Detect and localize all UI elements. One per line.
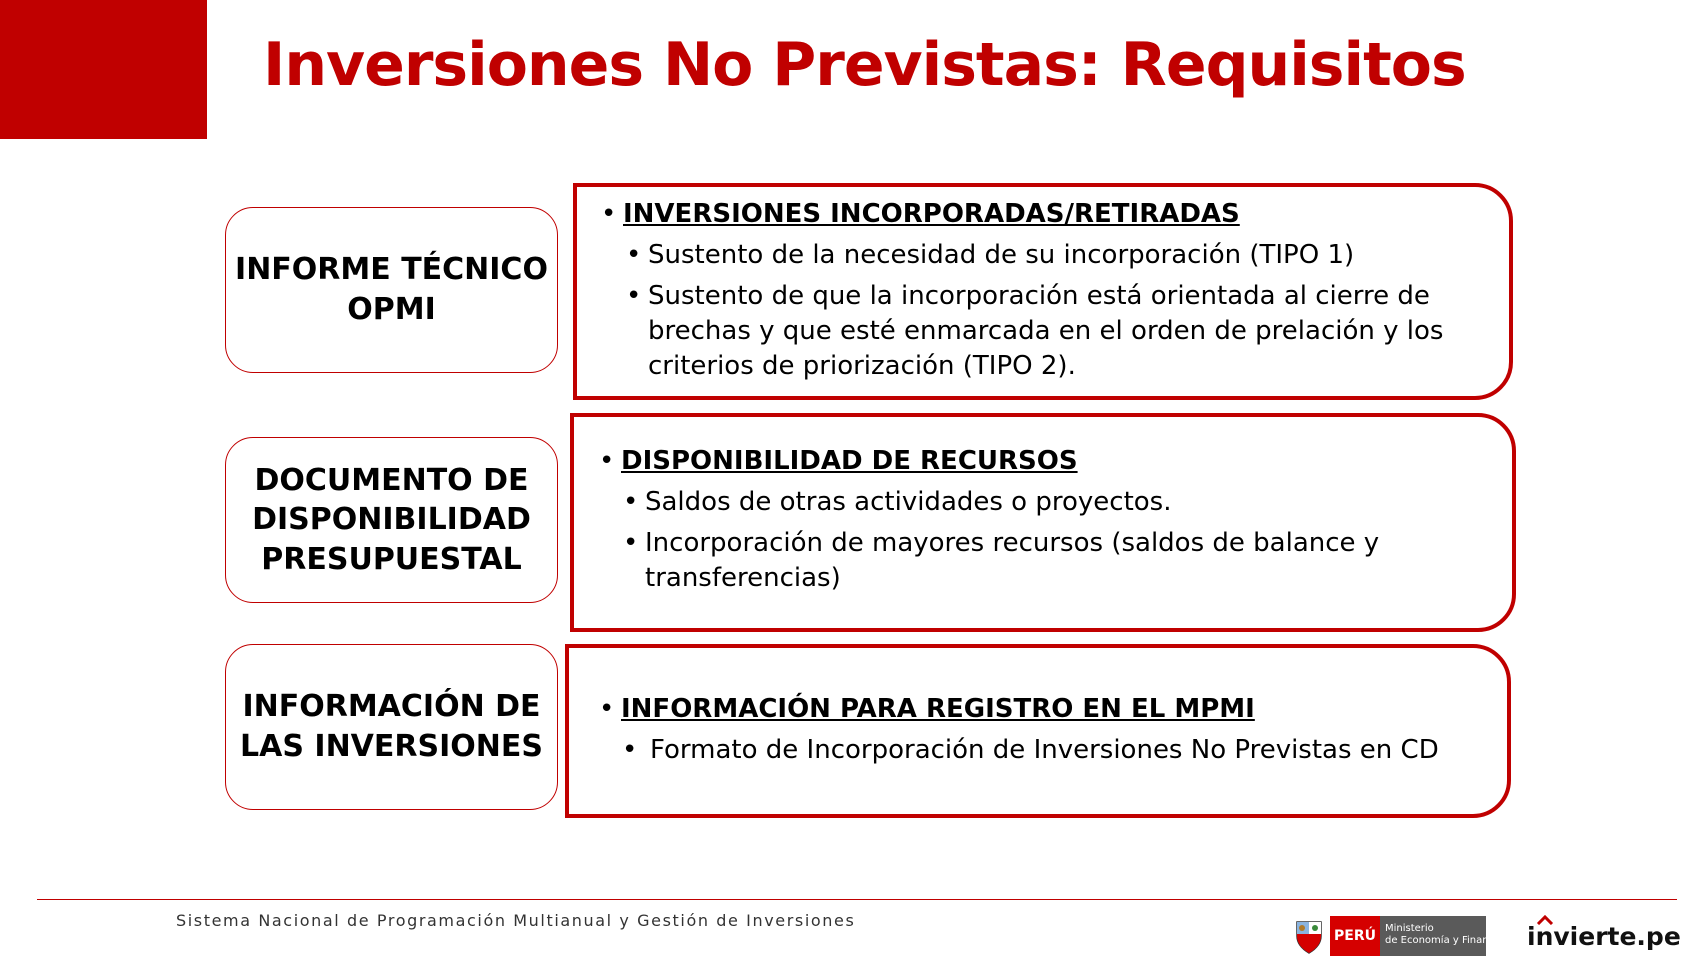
- item-line: Saldos de otras actividades o proyectos.: [645, 487, 1172, 517]
- label-line: DISPONIBILIDAD: [252, 502, 531, 538]
- list-item: [626, 279, 1443, 384]
- label-line: PRESUPUESTAL: [261, 541, 522, 577]
- label-line: LAS INVERSIONES: [240, 729, 543, 764]
- item-line: Incorporación de mayores recursos (saldos de balance y: [645, 528, 1380, 558]
- label-box-documento-disponibilidad: [225, 437, 558, 603]
- bullet: •: [626, 281, 642, 311]
- label-box-informe-tecnico: [225, 207, 558, 373]
- bullet: •: [623, 528, 639, 558]
- list-item: [626, 238, 1354, 273]
- ministry-name: [1380, 916, 1506, 956]
- list-item: [623, 485, 1171, 520]
- corner-accent-block: [0, 0, 207, 139]
- label-box-informacion-inversiones: [225, 644, 558, 810]
- invierte-logo: invierte.pe: [1527, 922, 1681, 951]
- heading-text: INVERSIONES INCORPORADAS/RETIRADAS: [623, 199, 1240, 229]
- slide-title: Inversiones No Previstas: Requisitos: [263, 30, 1466, 100]
- list-item: [623, 526, 1379, 596]
- heading-item: [599, 692, 1255, 727]
- bullet: •: [622, 735, 638, 765]
- heading-item: [601, 197, 1240, 232]
- heading-text: INFORMACIÓN PARA REGISTRO EN EL MPMI: [621, 694, 1255, 724]
- bullet: •: [601, 199, 617, 229]
- bullet: •: [599, 446, 615, 476]
- heading-text: DISPONIBILIDAD DE RECURSOS: [621, 446, 1078, 476]
- label-line: OPMI: [347, 292, 436, 327]
- item-line: Sustento de que la incorporación está orientada al cierre de: [648, 281, 1430, 311]
- ministry-line: de Economía y Finanzas: [1384, 935, 1506, 946]
- item-line: criterios de priorización (TIPO 2).: [648, 351, 1076, 381]
- coat-of-arms-icon: [1294, 918, 1324, 954]
- item-line: brechas y que esté enmarcada en el orden de prelación y los: [648, 316, 1444, 346]
- footer-divider: [37, 899, 1677, 900]
- item-line: Sustento de la necesidad de su incorporación (TIPO 1): [648, 240, 1355, 270]
- bullet: •: [626, 240, 642, 270]
- peru-label: PERÚ: [1330, 916, 1380, 956]
- footer-text: Sistema Nacional de Programación Multianual y Gestión de Inversiones: [176, 911, 856, 930]
- label-line: DOCUMENTO DE: [254, 462, 529, 498]
- item-line: Formato de Incorporación de Inversiones No Previstas en CD: [650, 735, 1439, 765]
- bullet: •: [623, 487, 639, 517]
- content-box-informacion-registro: [565, 644, 1511, 818]
- content-box-disponibilidad-recursos: [570, 413, 1516, 632]
- content-box-inversiones-incorporadas: [573, 183, 1513, 400]
- bullet: •: [599, 694, 615, 724]
- label-line: INFORME TÉCNICO: [235, 252, 548, 288]
- ministry-line: Ministerio: [1384, 923, 1434, 934]
- list-item: [622, 733, 1439, 768]
- item-line: transferencias): [645, 563, 841, 593]
- heading-item: [599, 444, 1078, 479]
- ministry-logo: [1294, 916, 1506, 956]
- label-line: INFORMACIÓN DE: [242, 689, 541, 725]
